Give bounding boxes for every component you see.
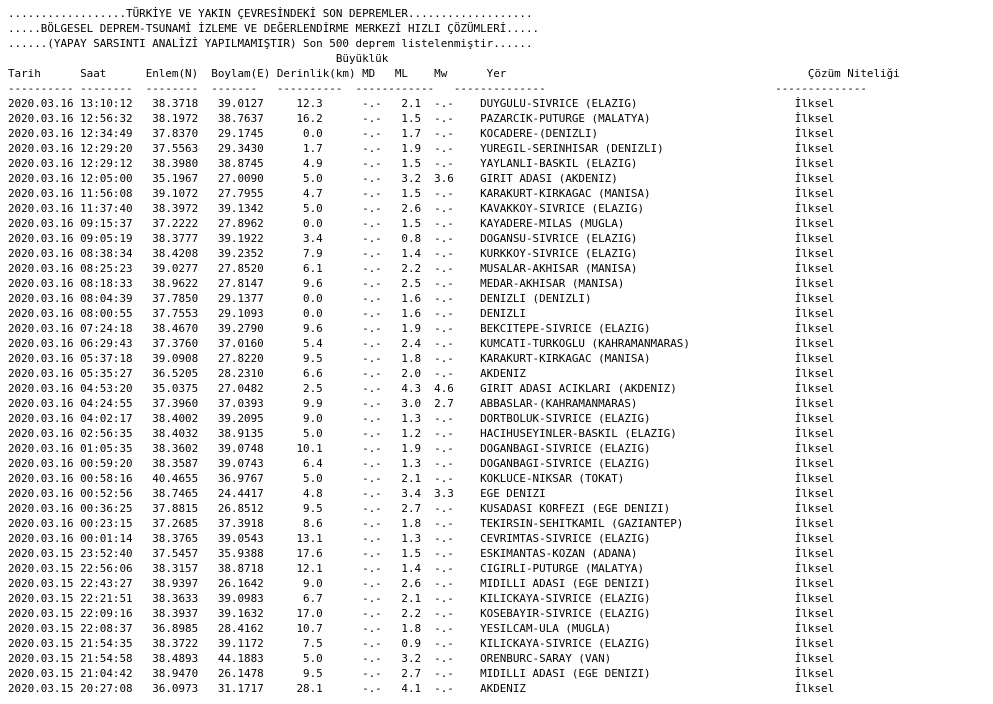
earthquake-row: 2020.03.16 08:04:39 37.7850 29.1377 0.0 -.- 1.6 -.- DENIZLI (DENIZLI) İlksel (8, 292, 835, 305)
earthquake-row: 2020.03.16 08:38:34 38.4208 39.2352 7.9 -.- 1.4 -.- KURKKOY-SIVRICE (ELAZIG) İlksel (8, 247, 835, 260)
earthquake-row: 2020.03.16 11:37:40 38.3972 39.1342 5.0 -.- 2.6 -.- KAVAKKOY-SIVRICE (ELAZIG) İlksel (8, 202, 835, 215)
earthquake-row: 2020.03.16 00:01:14 38.3765 39.0543 13.1 -.- 1.3 -.- CEVRIMTAS-SIVRICE (ELAZIG) İlksel (8, 532, 835, 545)
earthquake-row: 2020.03.16 13:10:12 38.3718 39.0127 12.3 -.- 2.1 -.- DUYGULU-SIVRICE (ELAZIG) İlksel (8, 97, 835, 110)
earthquake-row: 2020.03.16 05:37:18 39.0908 27.8220 9.5 -.- 1.8 -.- KARAKURT-KIRKAGAC (MANISA) İlksel (8, 352, 835, 365)
earthquake-row: 2020.03.15 22:21:51 38.3633 39.0983 6.7 -.- 2.1 -.- KILICKAYA-SIVRICE (ELAZIG) İlksel (8, 592, 835, 605)
column-separator-row: ---------- -------- -------- ------- ---------- ------------ -------------- -------------- (8, 82, 867, 95)
earthquake-row: 2020.03.15 23:52:40 37.5457 35.9388 17.6 -.- 1.5 -.- ESKIMANTAS-KOZAN (ADANA) İlksel (8, 547, 835, 560)
earthquake-row: 2020.03.16 08:18:33 38.9622 27.8147 9.6 -.- 2.5 -.- MEDAR-AKHISAR (MANISA) İlksel (8, 277, 835, 290)
earthquake-row: 2020.03.16 00:58:16 40.4655 36.9767 5.0 -.- 2.1 -.- KOKLUCE-NIKSAR (TOKAT) İlksel (8, 472, 835, 485)
magnitude-group-label: Büyüklük (8, 52, 389, 65)
earthquake-row: 2020.03.15 20:27:08 36.0973 31.1717 28.1 -.- 4.1 -.- AKDENIZ İlksel (8, 682, 835, 695)
earthquake-row: 2020.03.16 12:56:32 38.1972 38.7637 16.2 -.- 1.5 -.- PAZARCIK-PUTURGE (MALATYA) İlksel (8, 112, 835, 125)
earthquake-row: 2020.03.16 04:53:20 35.0375 27.0482 2.5 -.- 4.3 4.6 GIRIT ADASI ACIKLARI (AKDENIZ) İlksel (8, 382, 835, 395)
earthquake-row: 2020.03.16 07:24:18 38.4670 39.2790 9.6 -.- 1.9 -.- BEKCITEPE-SIVRICE (ELAZIG) İlksel (8, 322, 835, 335)
earthquake-row: 2020.03.16 11:56:08 39.1072 27.7955 4.7 -.- 1.5 -.- KARAKURT-KIRKAGAC (MANISA) İlksel (8, 187, 835, 200)
earthquake-row: 2020.03.16 00:36:25 37.8815 26.8512 9.5 -.- 2.7 -.- KUSADASI KORFEZI (EGE DENIZI) İlksel (8, 502, 835, 515)
earthquake-row: 2020.03.15 21:54:58 38.4893 44.1883 5.0 -.- 3.2 -.- ORENBURC-SARAY (VAN) İlksel (8, 652, 835, 665)
earthquake-row: 2020.03.15 22:09:16 38.3937 39.1632 17.0 -.- 2.2 -.- KOSEBAYIR-SIVRICE (ELAZIG) İlksel (8, 607, 835, 620)
earthquake-row: 2020.03.16 00:59:20 38.3587 39.0743 6.4 -.- 1.3 -.- DOGANBAGI-SIVRICE (ELAZIG) İlksel (8, 457, 835, 470)
earthquake-row: 2020.03.16 08:00:55 37.7553 29.1093 0.0 -.- 1.6 -.- DENIZLI İlksel (8, 307, 835, 320)
earthquake-row: 2020.03.16 06:29:43 37.3760 37.0160 5.4 -.- 2.4 -.- KUMCATI-TURKOGLU (KAHRAMANMARAS) İlksel (8, 337, 835, 350)
earthquake-row: 2020.03.16 12:05:00 35.1967 27.0090 5.0 -.- 3.2 3.6 GIRIT ADASI (AKDENIZ) İlksel (8, 172, 835, 185)
header-banner-line: .....BÖLGESEL DEPREM-TSUNAMİ İZLEME VE DEĞERLENDİRME MERKEZİ HIZLI ÇÖZÜMLERİ..... (8, 22, 540, 35)
earthquake-row: 2020.03.16 12:29:20 37.5563 29.3430 1.7 -.- 1.9 -.- YUREGIL-SERINHISAR (DENIZLI) İlksel (8, 142, 835, 155)
column-header-row: Tarih Saat Enlem(N) Boylam(E) Derinlik(km) MD ML Mw Yer Çözüm Niteliği (8, 67, 900, 80)
earthquake-row: 2020.03.15 21:04:42 38.9470 26.1478 9.5 -.- 2.7 -.- MIDILLI ADASI (EGE DENIZI) İlksel (8, 667, 835, 680)
earthquake-row: 2020.03.16 09:05:19 38.3777 39.1922 3.4 -.- 0.8 -.- DOGANSU-SIVRICE (ELAZIG) İlksel (8, 232, 835, 245)
earthquake-row: 2020.03.16 12:29:12 38.3980 38.8745 4.9 -.- 1.5 -.- YAYLANLI-BASKIL (ELAZIG) İlksel (8, 157, 835, 170)
earthquake-row: 2020.03.16 04:02:17 38.4002 39.2095 9.0 -.- 1.3 -.- DORTBOLUK-SIVRICE (ELAZIG) İlksel (8, 412, 835, 425)
earthquake-row: 2020.03.16 02:56:35 38.4032 38.9135 5.0 -.- 1.2 -.- HACIHUSEYINLER-BASKIL (ELAZIG) İlksel (8, 427, 835, 440)
earthquake-row: 2020.03.15 22:43:27 38.9397 26.1642 9.0 -.- 2.6 -.- MIDILLI ADASI (EGE DENIZI) İlksel (8, 577, 835, 590)
earthquake-row: 2020.03.15 22:56:06 38.3157 38.8718 12.1 -.- 1.4 -.- CIGIRLI-PUTURGE (MALATYA) İlksel (8, 562, 835, 575)
earthquake-row: 2020.03.16 04:24:55 37.3960 37.0393 9.9 -.- 3.0 2.7 ABBASLAR-(KAHRAMANMARAS) İlksel (8, 397, 835, 410)
earthquake-row: 2020.03.16 05:35:27 36.5205 28.2310 6.6 -.- 2.0 -.- AKDENIZ İlksel (8, 367, 835, 380)
earthquake-row: 2020.03.16 12:34:49 37.8370 29.1745 0.0 -.- 1.7 -.- KOCADERE-(DENIZLI) İlksel (8, 127, 835, 140)
earthquake-row: 2020.03.16 08:25:23 39.0277 27.8520 6.1 -.- 2.2 -.- MUSALAR-AKHISAR (MANISA) İlksel (8, 262, 835, 275)
earthquake-row: 2020.03.15 21:54:35 38.3722 39.1172 7.5 -.- 0.9 -.- KILICKAYA-SIVRICE (ELAZIG) İlksel (8, 637, 835, 650)
earthquake-row: 2020.03.16 00:52:56 38.7465 24.4417 4.8 -.- 3.4 3.3 EGE DENIZI İlksel (8, 487, 835, 500)
earthquake-row: 2020.03.16 01:05:35 38.3602 39.0748 10.1 -.- 1.9 -.- DOGANBAGI-SIVRICE (ELAZIG) İlksel (8, 442, 835, 455)
earthquake-row: 2020.03.16 09:15:37 37.2222 27.8962 0.0 -.- 1.5 -.- KAYADERE-MILAS (MUGLA) İlksel (8, 217, 835, 230)
earthquake-row: 2020.03.16 00:23:15 37.2685 37.3918 8.6 -.- 1.8 -.- TEKIRSIN-SEHITKAMIL (GAZIANTEP) İlksel (8, 517, 835, 530)
earthquake-row: 2020.03.15 22:08:37 36.8985 28.4162 10.7 -.- 1.8 -.- YESILCAM-ULA (MUGLA) İlksel (8, 622, 835, 635)
header-banner-line: ..................TÜRKİYE VE YAKIN ÇEVRESİNDEKİ SON DEPREMLER................... (8, 7, 533, 20)
header-banner-line: ......(YAPAY SARSINTI ANALİZİ YAPILMAMIŞTIR) Son 500 deprem listelenmiştir...... (8, 37, 533, 50)
